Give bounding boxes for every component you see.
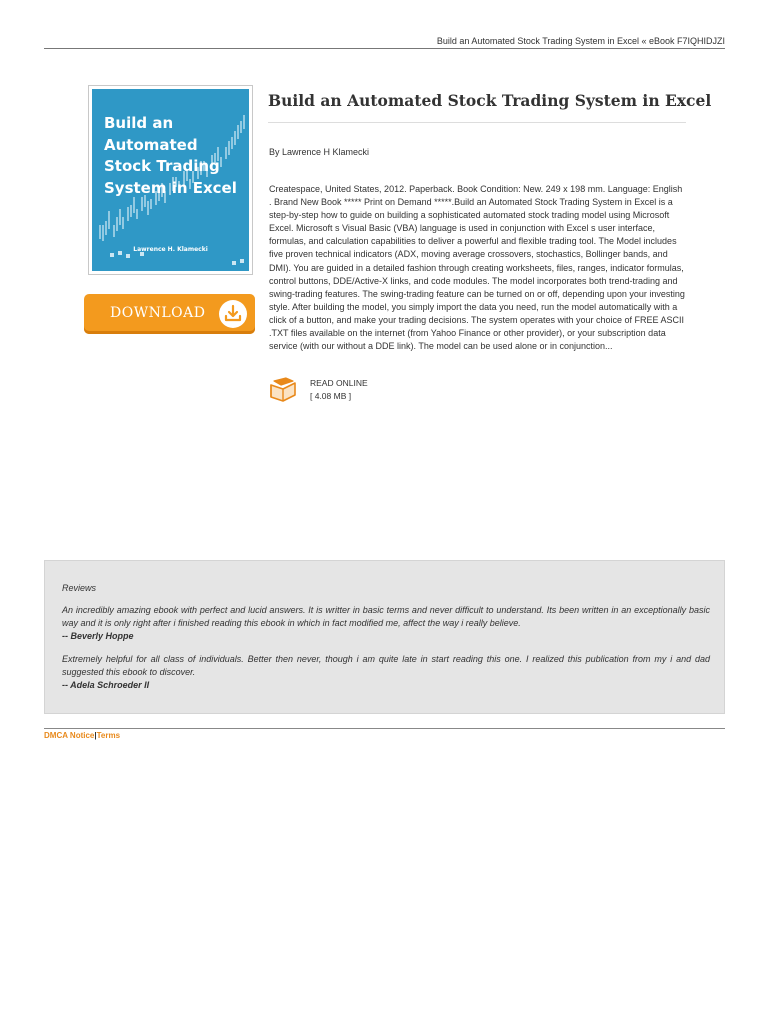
cover-author: Lawrence H. Klamecki — [133, 246, 208, 253]
terms-link[interactable]: Terms — [96, 731, 121, 740]
page-header-title: Build an Automated Stock Trading System in Excel « eBook F7IQHIDJZI — [436, 36, 725, 46]
header-divider — [44, 48, 725, 49]
cover-title: Build an Automated Stock Trading System in Excel — [104, 114, 237, 197]
book-description: Createspace, United States, 2012. Paperback. Book Condition: New. 249 x 198 mm. Language: English . Brand New Book ***** Print on Demand *****.Build an Automated Stock Trading System in Excel is a step-by-step how to guide on building a sophisticated automated stock trading model using Microsoft Excel. Microsoft s Visual Basic (VBA) language is used in conjunction with Excel s user interface, formulas, and calculation capabilities to deliver a powerful and flexible trading tool. The Model includes five proven technical indicators (ADX, moving average crossovers, stochastics, Bollinger bands, and DMI). You are guided in a detailed fashion through creating worksheets, files, ranges, indicator formulas, control buttons, DDE/Active-X links, and code modules. The model incorporates both trend-trading and swing-trading features. The swing-trading feature can be turned on or off, depending upon your investing style. After building the model, you simply import the data you need, run the model automatically with a click of a button, and make your trading decisions. The system operates with your choice of FREE ASCII .TXT files available on the internet (from Yahoo Finance or other provider), or your subscription data service (with our without a DDE link). The model can be used alone or in conjunction... — [269, 184, 685, 352]
review-item — [62, 653, 710, 692]
dmca-notice-link[interactable]: DMCA Notice — [44, 731, 95, 740]
title-divider — [268, 122, 686, 123]
download-icon — [219, 300, 247, 328]
download-label: DOWNLOAD — [110, 305, 206, 321]
book-author: By Lawrence H Klamecki — [269, 147, 370, 157]
book-title: Build an Automated Stock Trading System in Excel — [268, 91, 712, 110]
footer-links — [44, 731, 120, 740]
read-online-link[interactable] — [268, 377, 468, 405]
review-item — [62, 604, 710, 643]
book-icon — [268, 377, 298, 403]
footer-divider — [44, 728, 725, 729]
reviews-heading: Reviews — [62, 583, 97, 593]
download-button[interactable] — [84, 294, 255, 334]
file-size: [ 4.08 MB ] — [310, 391, 352, 401]
footer-separator: | — [94, 731, 97, 740]
review-text: Extremely helpful for all class of individuals. Better then never, though i am quite late in start reading this one. I realized this publication from my i and dad suggested this ebook to discover. — [62, 654, 710, 677]
read-online-label: READ ONLINE — [310, 378, 368, 388]
book-cover[interactable] — [88, 85, 253, 275]
book-cover-art — [92, 89, 249, 271]
review-text: An incredibly amazing ebook with perfect and lucid answers. It is writter in basic terms and never difficult to understand. Its been written in an exceptionally basic way and it is only right after i finished reading this ebook in which in fact modified me, affect the way i really believe. — [62, 605, 710, 628]
review-author: -- Beverly Hoppe — [62, 631, 134, 641]
reviews-section — [44, 560, 725, 714]
review-author: -- Adela Schroeder II — [62, 680, 150, 690]
